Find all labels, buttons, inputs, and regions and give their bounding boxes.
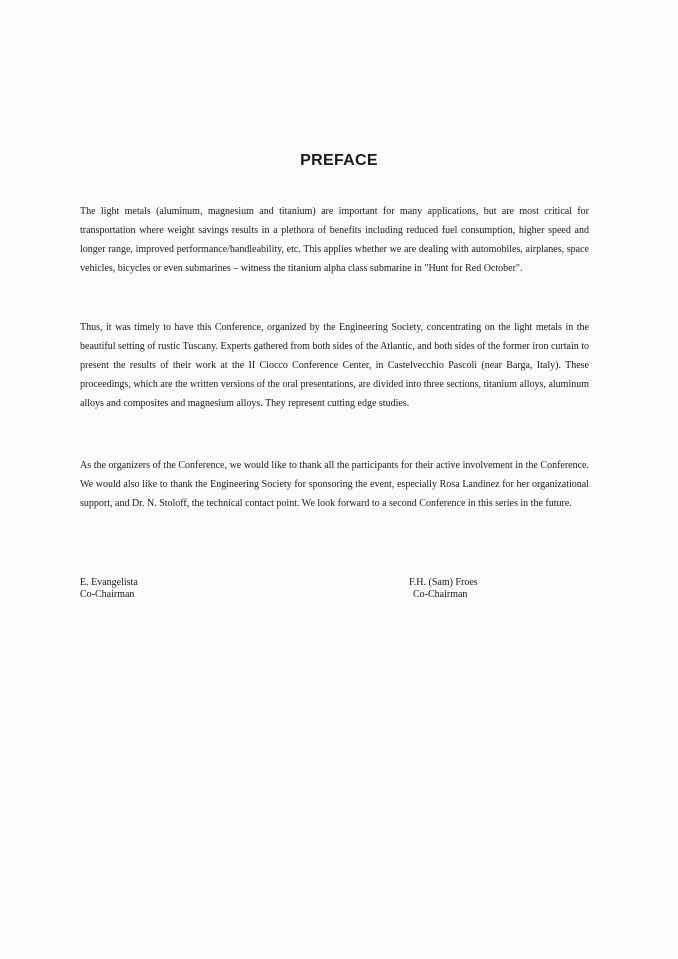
page-title: PREFACE bbox=[300, 152, 378, 169]
signature-block-left bbox=[80, 577, 138, 601]
signatory-role: Co-Chairman bbox=[413, 589, 468, 600]
signatory-name: F.H. (Sam) Froes bbox=[409, 577, 478, 588]
paragraph-2: Thus, it was timely to have this Conference, organized by the Engineering Society, concentrating on the light metals in the beautiful setting of rustic Tuscany. Experts gathered from both sides of the Atlantic, and both sides of the former iron curtain to present the results of their work at the II Ciocco Conference Center, in Castelvecchio Pascoli (near Barga, Italy). These proceedings, which are the written versions of the oral presentations, are divided into three sections, titanium alloys, aluminum alloys and composites and magnesium alloys. They represent cutting edge studies. bbox=[80, 322, 589, 409]
signatory-role: Co-Chairman bbox=[80, 589, 135, 600]
paragraph-1: The light metals (aluminum, magnesium and titanium) are important for many applications, but are most critical for transportation where weight savings results in a plethora of benefits including reduced fuel consumption, higher speed and longer range, improved performance/handleability, etc. This applies whether we are dealing with automobiles, airplanes, space vehicles, bicycles or even submarines – witness the titanium alpha class submarine in "Hunt for Red October". bbox=[80, 206, 589, 274]
signatory-name: E. Evangelista bbox=[80, 577, 138, 588]
paragraph-3: As the organizers of the Conference, we would like to thank all the participants for their active involvement in the Conference. We would also like to thank the Engineering Society for sponsoring the event, especially Rosa Landinez for her organizational support, and Dr. N. Stoloff, the technical contact point. We look forward to a second Conference in this series in the future. bbox=[80, 460, 589, 509]
signature-block-right bbox=[409, 577, 478, 601]
